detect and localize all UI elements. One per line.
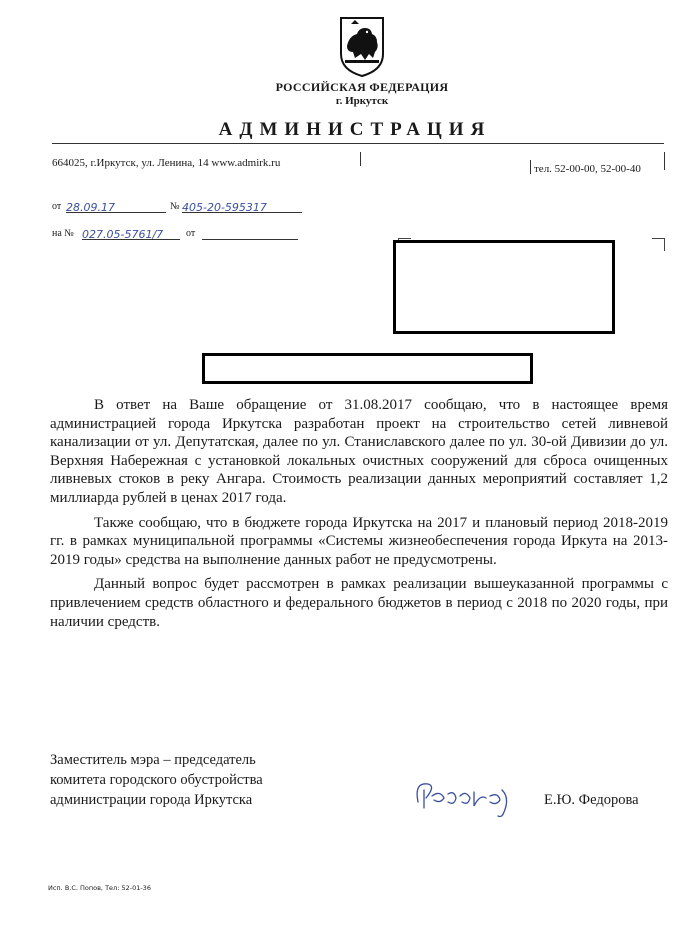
coat-of-arms-icon [337,14,387,78]
body-paragraph: Данный вопрос будет рассмотрен в рамках реализации вышеуказанной программы с привлечением средств областного и федерального бюджетов в период с 2018 по 2020 годы, при наличии средств. [50,576,668,630]
redacted-salutation-box [202,353,533,384]
reference-date-label: от [186,228,196,239]
reference-value: 027.05-5761/7 [82,228,164,241]
addressee-corner-right [652,238,665,251]
signatory-name: Е.Ю. Федорова [544,792,639,808]
reference-date-field [202,225,298,240]
header-tick [664,152,665,170]
header-divider [52,143,664,144]
signatory-title: Заместитель мэра – председатель комитета городского обустройства администрации города Иркутска [50,752,263,808]
body-paragraph: Также сообщаю, что в бюджете города Иркутска на 2017 и плановый период 2018-2019 гг. в рамках муниципальной программы «Системы жизнеобеспечения города Иркута на 2013-2019 годы» средства на выполнение данных работ не предусмотрены. [50,514,668,568]
date-value: 28.09.17 [66,201,115,214]
date-field [66,198,166,213]
country-name: РОССИЙСКАЯ ФЕДЕРАЦИЯ [275,80,449,94]
executor-note: Исп. В.С. Попов, Тел: 52-01-36 [48,884,151,892]
phone: тел. 52-00-00, 52-00-40 [534,163,641,175]
number-field [182,198,302,213]
header-tick [360,152,361,166]
date-label: от [52,201,62,212]
reference-label: на № [52,228,74,239]
number-label: № [170,201,180,212]
redacted-addressee-box [393,240,615,334]
organization-title: АДМИНИСТРАЦИЯ [218,119,492,140]
handwritten-signature [410,772,518,822]
address: 664025, г.Иркутск, ул. Ленина, 14 www.admirk.ru [52,157,281,169]
body-paragraph: В ответ на Ваше обращение от 31.08.2017 сообщаю, что в настоящее время администрацией города Иркутска разработан проект на строительство сетей ливневой канализации от ул. Депутатская, далее по ул. Станиславского далее по ул. 30-ой Дивизии до ул. Верхняя Набережная с установкой локальных очистных сооружений для сброса очищенных ливневых стоков в реку Ангара. Стоимость реализации данных мероприятий составляет 1,2 миллиарда рублей в ценах 2017 года. [50,397,668,506]
reference-field [82,225,180,240]
header-tick [530,160,531,174]
city-name: г. Иркутск [335,95,389,107]
number-value: 405-20-595317 [182,201,267,214]
letter-body [50,396,668,637]
